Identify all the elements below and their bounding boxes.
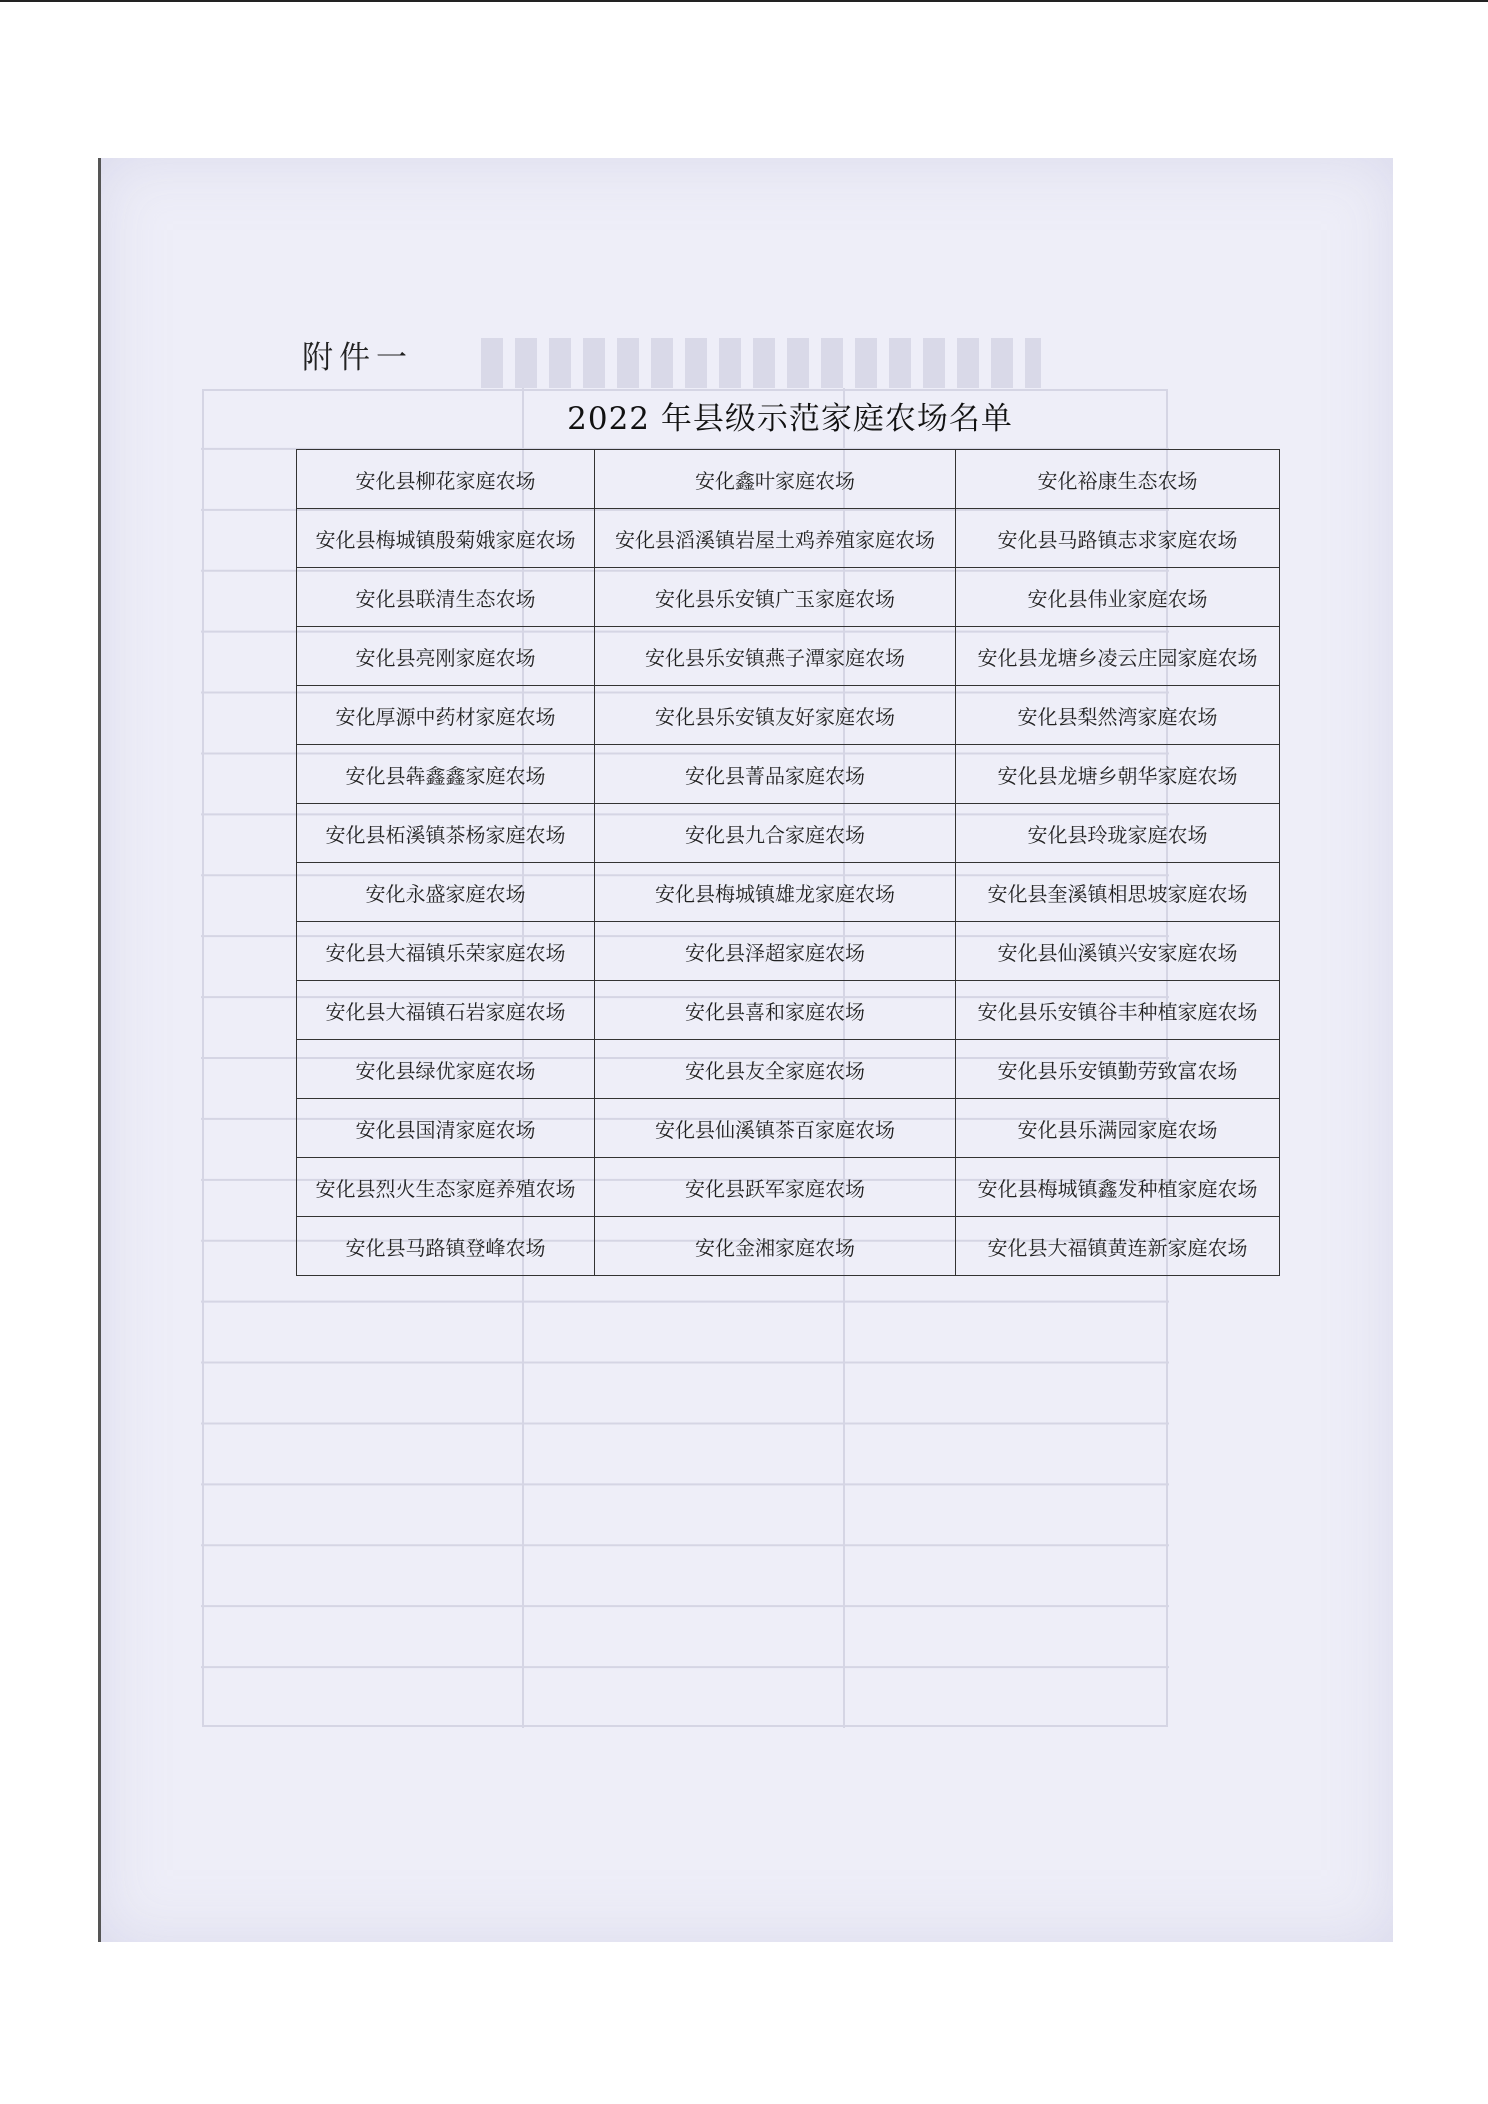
table-row [297, 922, 1280, 981]
farm-name-cell: 安化县九合家庭农场 [595, 804, 956, 863]
farm-name-cell: 安化县亮刚家庭农场 [297, 627, 595, 686]
farm-name-cell: 安化县喜和家庭农场 [595, 981, 956, 1040]
farm-name-cell: 安化县烈火生态家庭养殖农场 [297, 1158, 595, 1217]
farm-name-cell: 安化裕康生态农场 [956, 450, 1280, 509]
farm-name-cell: 安化厚源中药材家庭农场 [297, 686, 595, 745]
table-row [297, 686, 1280, 745]
table-row [297, 1040, 1280, 1099]
farm-name-cell: 安化县绿优家庭农场 [297, 1040, 595, 1099]
farm-name-cell: 安化县龙塘乡朝华家庭农场 [956, 745, 1280, 804]
farm-name-cell: 安化县跃军家庭农场 [595, 1158, 956, 1217]
table-row [297, 981, 1280, 1040]
farm-name-cell: 安化县乐满园家庭农场 [956, 1099, 1280, 1158]
farm-name-cell: 安化县梅城镇鑫发种植家庭农场 [956, 1158, 1280, 1217]
table-row [297, 804, 1280, 863]
farm-name-cell: 安化县伟业家庭农场 [956, 568, 1280, 627]
scan-top-edge [0, 0, 1488, 2]
farm-name-cell: 安化金湘家庭农场 [595, 1217, 956, 1276]
table-row [297, 745, 1280, 804]
farm-name-cell: 安化县菁品家庭农场 [595, 745, 956, 804]
farm-name-cell: 安化县仙溪镇兴安家庭农场 [956, 922, 1280, 981]
table-row [297, 509, 1280, 568]
farm-name-cell: 安化县奎溪镇相思坡家庭农场 [956, 863, 1280, 922]
farm-name-cell: 安化县大福镇黄连新家庭农场 [956, 1217, 1280, 1276]
bleed-through-title [481, 338, 1041, 388]
farm-name-cell: 安化县乐安镇勤劳致富农场 [956, 1040, 1280, 1099]
farm-name-cell: 安化县马路镇登峰农场 [297, 1217, 595, 1276]
farm-name-cell: 安化县国清家庭农场 [297, 1099, 595, 1158]
table-row [297, 1158, 1280, 1217]
table-row [297, 863, 1280, 922]
farm-name-cell: 安化县泽超家庭农场 [595, 922, 956, 981]
attachment-label: 附件一 [302, 340, 413, 376]
document-title: 2022 年县级示范家庭农场名单 [567, 401, 1013, 437]
farm-name-cell: 安化鑫叶家庭农场 [595, 450, 956, 509]
farm-name-cell: 安化县梨然湾家庭农场 [956, 686, 1280, 745]
farm-name-cell: 安化县联清生态农场 [297, 568, 595, 627]
farm-name-cell: 安化县柳花家庭农场 [297, 450, 595, 509]
farm-name-cell: 安化县马路镇志求家庭农场 [956, 509, 1280, 568]
farm-name-cell: 安化县犇鑫鑫家庭农场 [297, 745, 595, 804]
farm-list-table [296, 449, 1280, 1276]
farm-name-cell: 安化县大福镇石岩家庭农场 [297, 981, 595, 1040]
table-row [297, 450, 1280, 509]
farm-name-cell: 安化县乐安镇广玉家庭农场 [595, 568, 956, 627]
farm-name-cell: 安化县柘溪镇茶杨家庭农场 [297, 804, 595, 863]
table-row [297, 568, 1280, 627]
farm-list-body [297, 450, 1280, 1276]
farm-name-cell: 安化县龙塘乡凌云庄园家庭农场 [956, 627, 1280, 686]
farm-name-cell: 安化永盛家庭农场 [297, 863, 595, 922]
farm-name-cell: 安化县大福镇乐荣家庭农场 [297, 922, 595, 981]
farm-name-cell: 安化县乐安镇友好家庭农场 [595, 686, 956, 745]
farm-name-cell: 安化县滔溪镇岩屋土鸡养殖家庭农场 [595, 509, 956, 568]
farm-name-cell: 安化县玲珑家庭农场 [956, 804, 1280, 863]
farm-name-cell: 安化县仙溪镇茶百家庭农场 [595, 1099, 956, 1158]
table-row [297, 627, 1280, 686]
farm-name-cell: 安化县友全家庭农场 [595, 1040, 956, 1099]
table-row [297, 1099, 1280, 1158]
farm-name-cell: 安化县乐安镇燕子潭家庭农场 [595, 627, 956, 686]
table-row [297, 1217, 1280, 1276]
farm-name-cell: 安化县乐安镇谷丰种植家庭农场 [956, 981, 1280, 1040]
farm-name-cell: 安化县梅城镇雄龙家庭农场 [595, 863, 956, 922]
farm-name-cell: 安化县梅城镇殷菊娥家庭农场 [297, 509, 595, 568]
